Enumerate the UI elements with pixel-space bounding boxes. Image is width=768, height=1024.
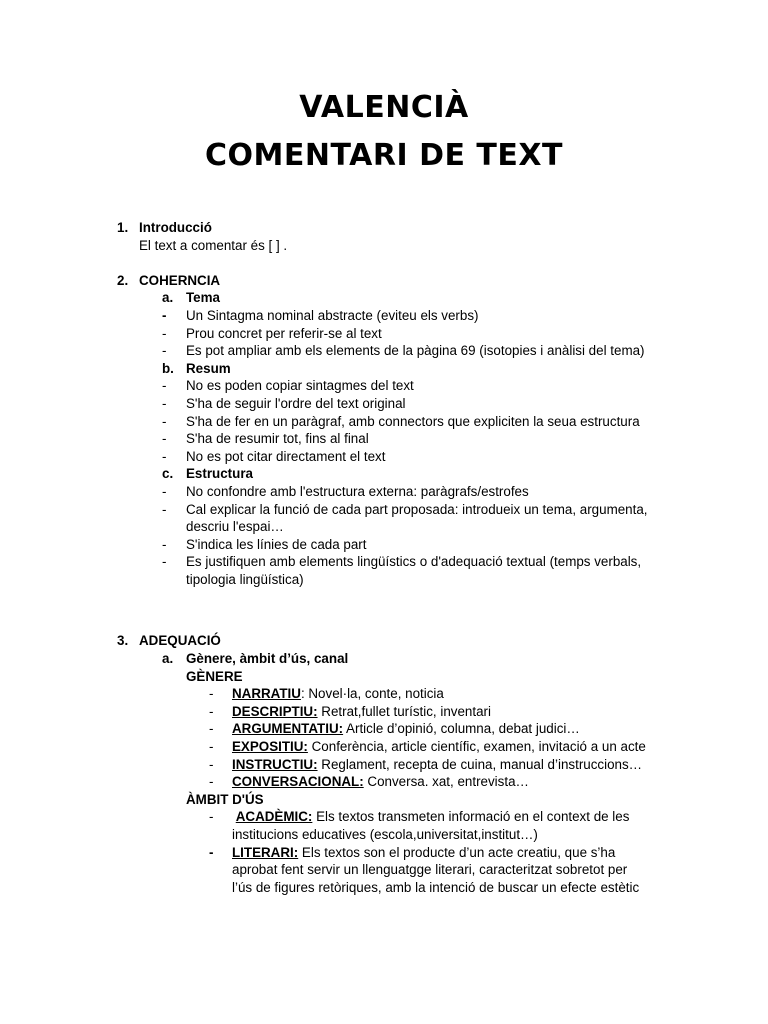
list-item-continuation xyxy=(0,571,768,589)
bullet-dash: - xyxy=(162,325,167,341)
list-item-text: S'ha de seguir l'ordre del text original xyxy=(186,395,406,411)
genre-label: DESCRIPTIU: xyxy=(232,703,318,719)
bullet-dash: - xyxy=(209,756,214,772)
list-item xyxy=(0,553,768,571)
bullet-dash: - xyxy=(209,809,214,825)
list-item-text: S'ha de fer en un paràgraf, amb connectors que expliciten la seua estructura xyxy=(186,413,640,429)
scope-text: institucions educatives (escola,universitat,institut…) xyxy=(232,827,538,842)
scope-item-continuation xyxy=(0,861,768,879)
bullet-dash: - xyxy=(209,844,214,860)
bullet-dash: - xyxy=(162,307,167,323)
scope-text: aprobat fent servir un llenguatgge literari, caracteritzat sobretot per xyxy=(232,862,628,878)
list-item-text: descriu l'espai… xyxy=(186,519,284,535)
genre-label: INSTRUCTIU: xyxy=(232,756,318,772)
paragraph-text: El text a comentar és [ ] . xyxy=(139,237,288,253)
list-item xyxy=(0,413,768,431)
bullet-dash: - xyxy=(209,686,214,702)
section-3-heading xyxy=(0,632,768,650)
subsection-title: Tema xyxy=(186,290,220,306)
list-item-text: Prou concret per referir-se al text xyxy=(186,325,382,341)
bullet-dash: - xyxy=(209,721,214,737)
bullet-dash: - xyxy=(209,703,214,719)
bullet-dash: - xyxy=(162,448,167,464)
group-heading: ÀMBIT D'ÚS xyxy=(186,791,264,807)
scope-item-continuation xyxy=(0,826,768,844)
title-line-2: COMENTARI DE TEXT xyxy=(205,138,563,173)
genre-label: CONVERSACIONAL: xyxy=(232,774,364,790)
bullet-dash: - xyxy=(162,431,167,447)
genre-text: Conferència, article científic, examen, invitació a un acte xyxy=(307,739,646,755)
list-item-text: S'indica les línies de cada part xyxy=(186,536,367,552)
bullet-dash: - xyxy=(162,483,167,499)
list-item xyxy=(0,307,768,325)
section-title: ADEQUACIÓ xyxy=(139,633,221,649)
bullet-dash: - xyxy=(162,343,167,359)
scope-text: Els textos transmeten informació en el context de les xyxy=(312,809,630,825)
list-item xyxy=(0,483,768,501)
subsection-estructura xyxy=(0,465,768,483)
list-item xyxy=(0,395,768,413)
scope-heading xyxy=(0,791,768,809)
bullet-dash: - xyxy=(162,501,167,517)
section-2-heading xyxy=(0,272,768,290)
genre-text: Reglament, recepta de cuina, manual d’instruccions… xyxy=(317,756,643,772)
subsection-resum xyxy=(0,360,768,378)
bullet-dash: - xyxy=(162,413,167,429)
scope-item-academic xyxy=(0,808,768,826)
scope-text: Els textos son el producte d’un acte creatiu, que s’ha xyxy=(298,844,616,860)
bullet-dash: - xyxy=(162,395,167,411)
list-item-text: No es poden copiar sintagmes del text xyxy=(186,378,414,394)
list-item xyxy=(0,430,768,448)
genre-item xyxy=(0,756,768,774)
subsection-letter: a. xyxy=(162,290,174,306)
genre-item xyxy=(0,703,768,721)
list-item-text: Es justifiquen amb elements lingüístics o d'adequació textual (temps verbals, xyxy=(186,554,642,570)
bullet-dash: - xyxy=(209,774,214,790)
list-item xyxy=(0,501,768,519)
section-title: Introducció xyxy=(139,220,212,235)
scope-label: LITERARI: xyxy=(232,844,299,860)
subsection-genere xyxy=(0,650,768,668)
section-1-heading xyxy=(0,219,768,237)
list-item-text: Un Sintagma nominal abstracte (eviteu els verbs) xyxy=(186,307,479,323)
list-item xyxy=(0,448,768,466)
document-body xyxy=(0,219,768,896)
list-item-text: tipologia lingüística) xyxy=(186,571,304,587)
genre-item xyxy=(0,720,768,738)
list-item-text: S'ha de resumir tot, fins al final xyxy=(186,431,369,447)
subsection-tema xyxy=(0,289,768,307)
genre-item xyxy=(0,773,768,791)
section-number: 2. xyxy=(117,272,129,288)
bullet-dash: - xyxy=(162,536,167,552)
genre-label: NARRATIU xyxy=(232,686,301,702)
list-item-text: No confondre amb l'estructura externa: paràgrafs/estrofes xyxy=(186,483,529,499)
genre-label: ARGUMENTATIU: xyxy=(232,721,344,737)
subsection-letter: b. xyxy=(162,360,174,376)
section-number: 1. xyxy=(117,220,129,235)
genre-text: : Novel·la, conte, noticia xyxy=(300,686,444,702)
scope-label: ACADÈMIC: xyxy=(235,809,313,825)
subsection-letter: c. xyxy=(162,466,174,482)
bullet-dash: - xyxy=(209,739,214,755)
genre-item xyxy=(0,685,768,703)
title-line-1: VALENCIÀ xyxy=(299,90,469,125)
subsection-letter: a. xyxy=(162,651,174,667)
list-item-text: Es pot ampliar amb els elements de la pàgina 69 (isotopies i anàlisi del tema) xyxy=(186,343,645,359)
section-1-text xyxy=(0,237,768,255)
genre-item xyxy=(0,738,768,756)
subsection-title: Estructura xyxy=(186,466,253,482)
genre-text: Article d’opinió, columna, debat judici… xyxy=(343,721,580,737)
bullet-dash: - xyxy=(162,554,167,570)
genre-text: Conversa. xat, entrevista… xyxy=(363,774,529,790)
list-item-text: Cal explicar la funció de cada part proposada: introdueix un tema, argumenta, xyxy=(186,501,648,517)
scope-text: l’ús de figures retòriques, amb la intenció de buscar un efecte estètic xyxy=(232,879,640,895)
genre-text: Retrat,fullet turístic, inventari xyxy=(317,703,491,719)
subsection-title: Resum xyxy=(186,360,231,376)
section-number: 3. xyxy=(117,633,129,649)
list-item-continuation xyxy=(0,518,768,536)
list-item xyxy=(0,377,768,395)
list-item xyxy=(0,536,768,554)
genre-heading xyxy=(0,668,768,686)
scope-item-literary xyxy=(0,844,768,862)
list-item-text: No es pot citar directament el text xyxy=(186,448,386,464)
bullet-dash: - xyxy=(162,378,167,394)
subsection-title: Gènere, àmbit d’ús, canal xyxy=(186,651,349,667)
section-title: COHERNCIA xyxy=(139,272,221,288)
list-item xyxy=(0,325,768,343)
list-item xyxy=(0,342,768,360)
genre-label: EXPOSITIU: xyxy=(232,739,308,755)
scope-item-continuation xyxy=(0,879,768,897)
group-heading: GÈNERE xyxy=(186,668,243,684)
